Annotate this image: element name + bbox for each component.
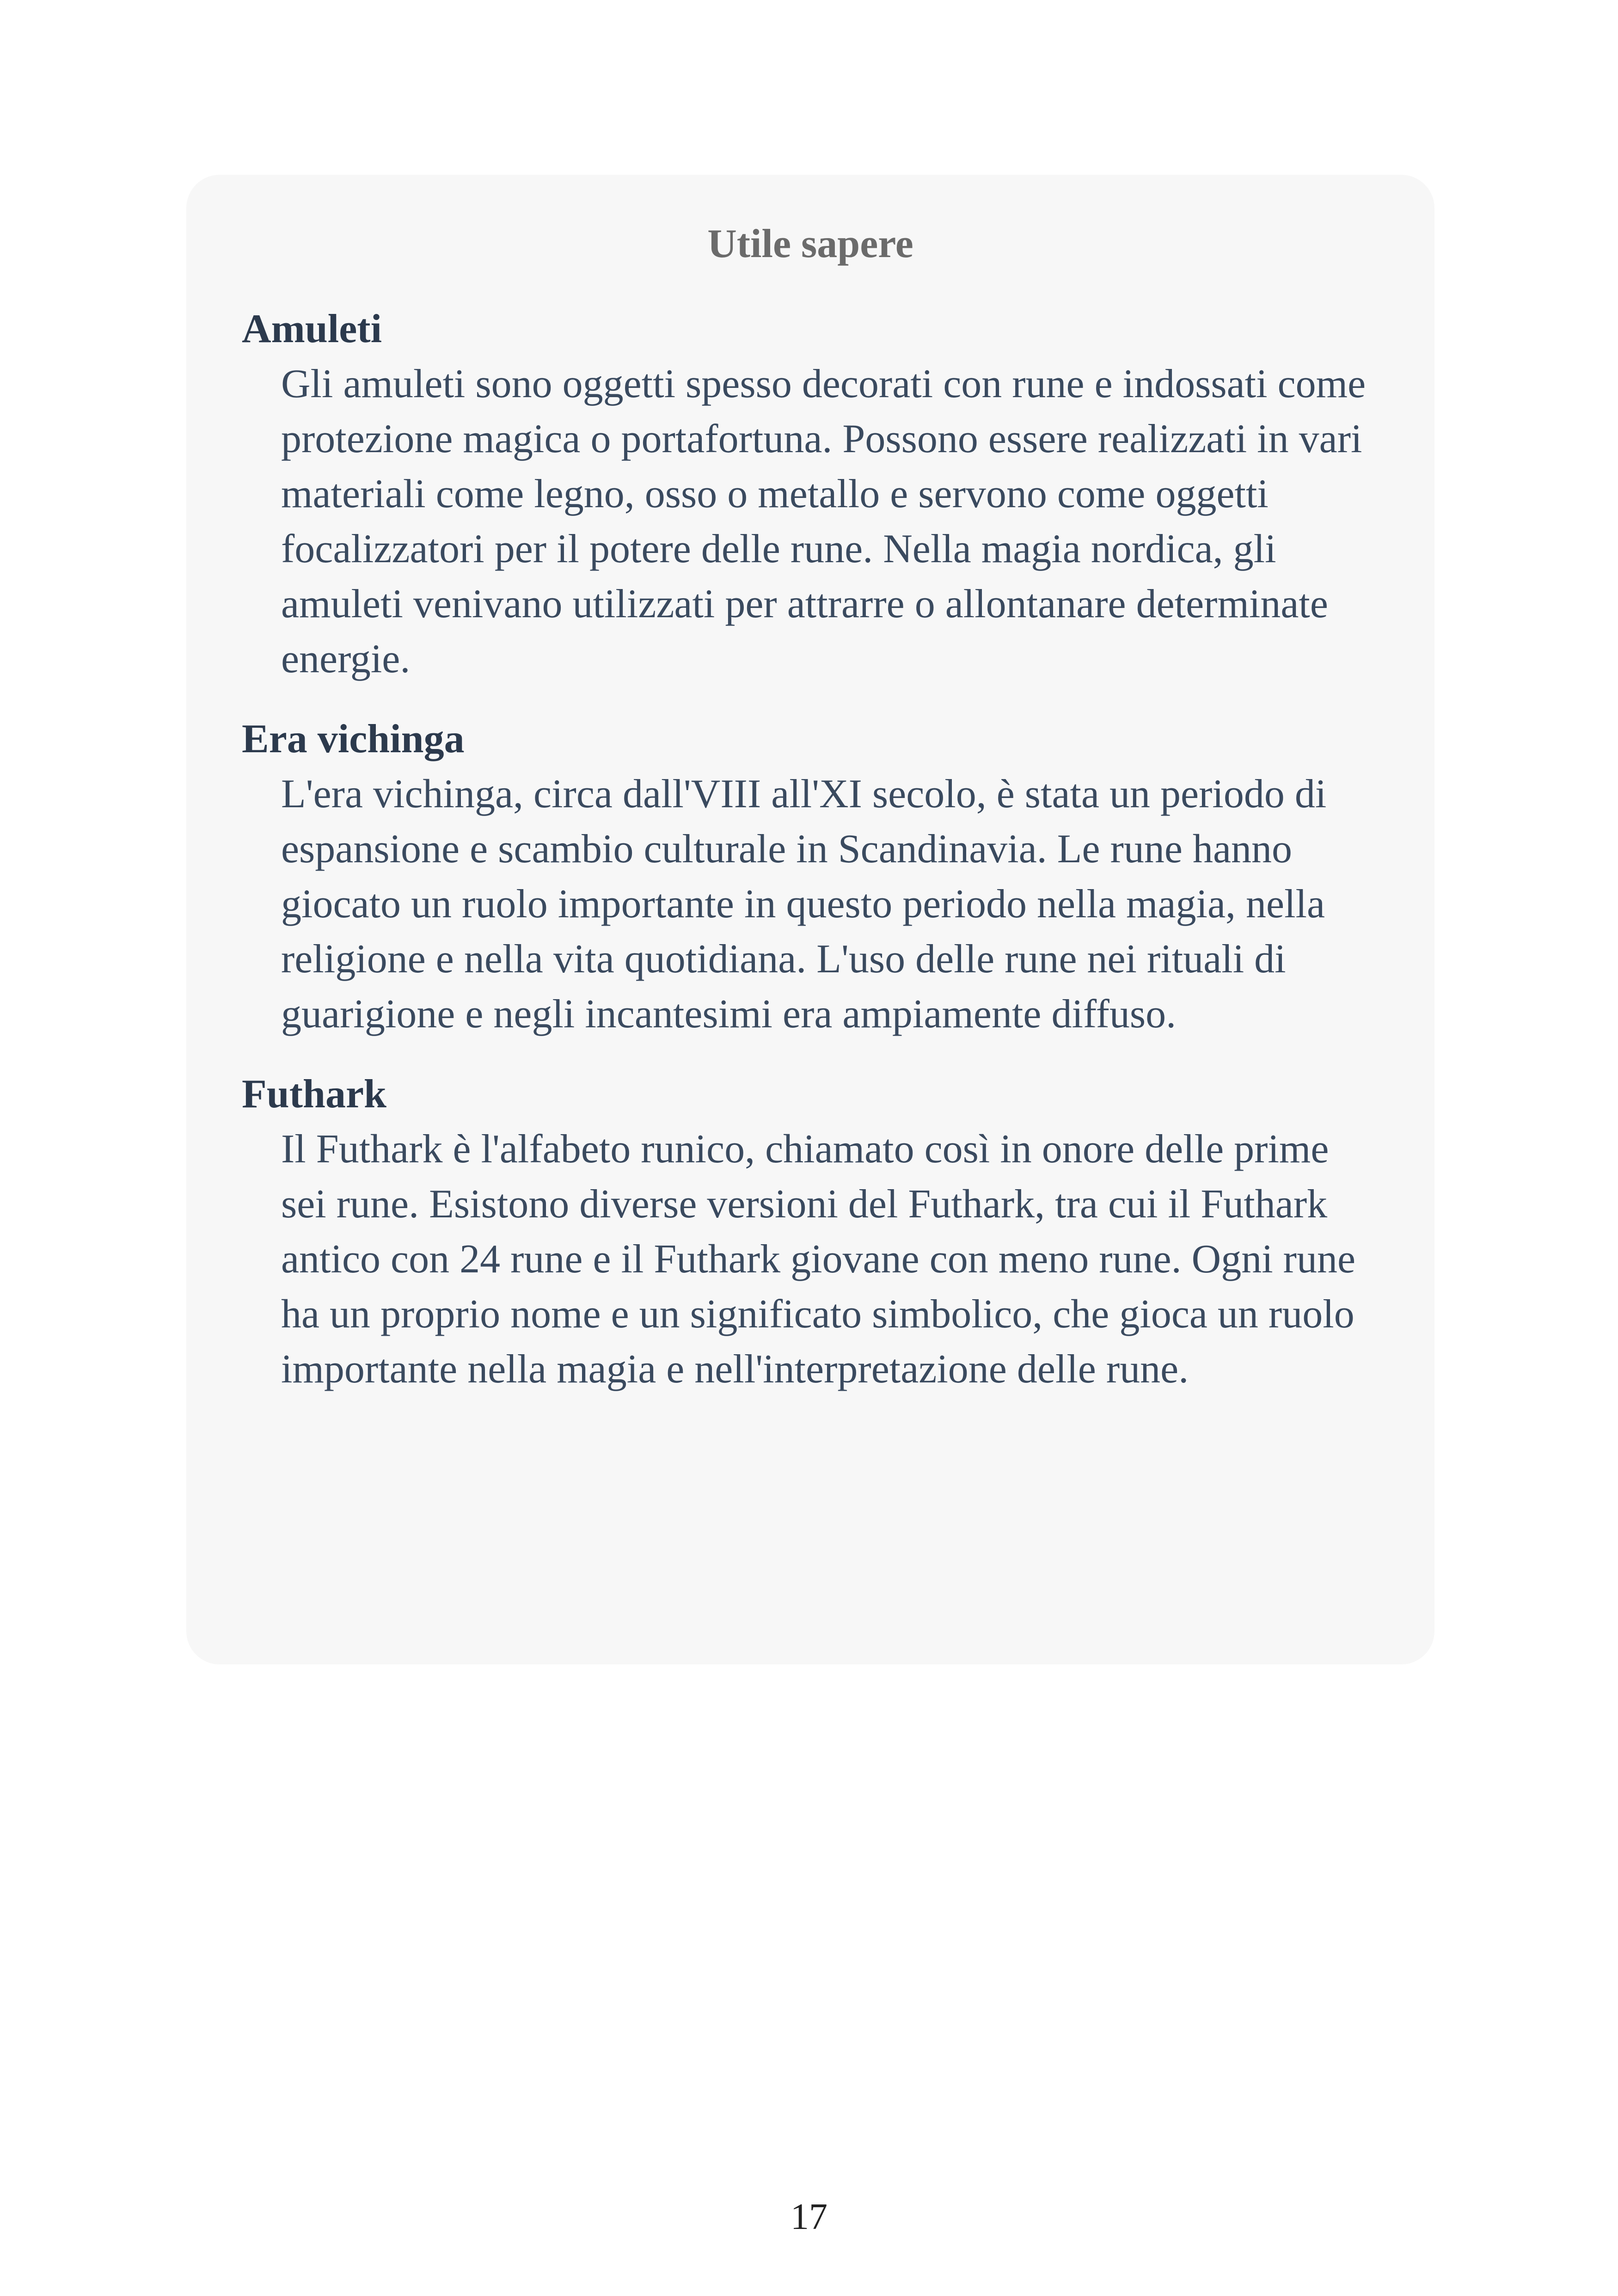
glossary-entry [242, 302, 1379, 687]
info-box [186, 175, 1434, 1664]
glossary-definition: Gli amuleti sono oggetti spesso decorati con rune e indossati come protezione magica o portafortuna. Possono essere realizzati in vari materiali come legno, osso o metallo e servono come oggetti focalizzatori per il potere delle rune. Nella magia nordica, gli amuleti venivano utilizzati per attrarre o allontanare determinate energie. [281, 362, 1366, 681]
glossary-term: Amuleti [242, 307, 382, 351]
glossary-term: Futhark [242, 1072, 386, 1117]
glossary-entry [242, 1067, 1379, 1397]
glossary-entry [242, 712, 1379, 1042]
page-number: 17 [791, 2197, 827, 2237]
glossary-definition: Il Futhark è l'alfabeto runico, chiamato così in onore delle prime sei rune. Esistono diverse versioni del Futhark, tra cui il Futhark antico con 24 rune e il Futhark giovane con meno rune. Ogni rune ha un proprio nome e un significato simbolico, che gioca un ruolo importante nella magia e nell'interpretazione delle rune. [281, 1127, 1356, 1392]
info-box-title: Utile sapere [707, 221, 913, 266]
glossary-definition: L'era vichinga, circa dall'VIII all'XI secolo, è stata un periodo di espansione e scambio culturale in Scandinavia. Le rune hanno giocato un ruolo importante in questo periodo nella magia, nella religione e nella vita quotidiana. L'uso delle rune nei rituali di guarigione e negli incantesimi era ampiamente diffuso. [281, 772, 1327, 1037]
glossary-term: Era vichinga [242, 717, 465, 761]
